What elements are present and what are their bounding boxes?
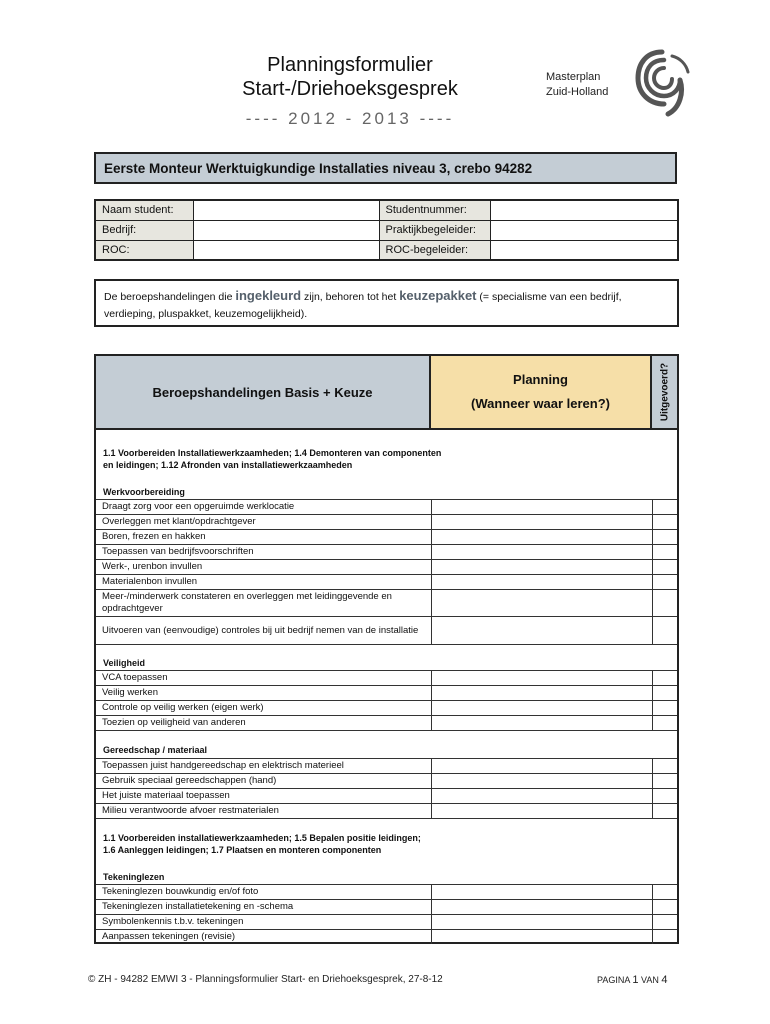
section-2-line-2: 1.6 Aanleggen leidingen; 1.7 Plaatsen en monteren componenten	[103, 845, 382, 855]
planning-cell[interactable]	[431, 701, 653, 715]
row-divider	[96, 818, 677, 819]
roc-supervisor-field[interactable]	[490, 240, 678, 260]
competency-label: Tekeninglezen bouwkundig en/of foto	[102, 886, 259, 897]
uitgevoerd-checkbox[interactable]	[652, 915, 678, 929]
table-row	[96, 685, 677, 700]
competency-label: VCA toepassen	[102, 672, 168, 683]
table-row	[96, 914, 677, 929]
uitgevoerd-checkbox[interactable]	[652, 885, 678, 899]
uitgevoerd-checkbox[interactable]	[652, 930, 678, 944]
table-row	[96, 803, 677, 818]
planning-cell[interactable]	[431, 575, 653, 589]
competency-label: Toezien op veiligheid van anderen	[102, 717, 246, 728]
competency-label: Veilig werken	[102, 687, 158, 698]
explanation-note	[94, 279, 679, 327]
header-beroepshandelingen: Beroepshandelingen Basis + Keuze	[94, 354, 431, 430]
table-row	[96, 514, 677, 529]
uitgevoerd-checkbox[interactable]	[652, 716, 678, 730]
section-2-line-1: 1.1 Voorbereiden installatiewerkzaamheden; 1.5 Bepalen positie leidingen;	[103, 833, 421, 843]
group-veiligheid: Veiligheid	[103, 658, 146, 668]
competency-label: Symbolenkennis t.b.v. tekeningen	[102, 916, 244, 927]
section-1-line-1: 1.1 Voorbereiden Installatiewerkzaamheden; 1.4 Demonteren van componenten	[103, 448, 442, 458]
group-gereedschap: Gereedschap / materiaal	[103, 745, 208, 755]
competency-label: Controle op veilig werken (eigen werk)	[102, 702, 264, 713]
brand-line-1: Masterplan	[546, 71, 601, 83]
header-uitgevoerd	[652, 354, 679, 430]
table-row	[96, 574, 677, 589]
note-highlight: keuzepakket	[399, 288, 477, 303]
table-row	[96, 589, 677, 616]
table-row	[96, 499, 677, 514]
uitgevoerd-checkbox[interactable]	[652, 804, 678, 818]
row-divider	[96, 730, 677, 731]
planning-cell[interactable]	[431, 930, 653, 944]
group-werkvoorbereiding: Werkvoorbereiding	[103, 487, 185, 497]
header-uitgevoerd-label: Uitgevoerd?	[659, 362, 670, 422]
competency-label: Gebruik speciaal gereedschappen (hand)	[102, 775, 277, 786]
page-indicator	[597, 974, 668, 986]
header-planning-subtitle: (Wanneer waar leren?)	[471, 396, 610, 411]
planning-cell[interactable]	[431, 716, 653, 730]
page-number: 1	[632, 974, 639, 986]
brand-line-2: Zuid-Holland	[546, 86, 609, 98]
footer-text: © ZH - 94282 EMWI 3 - Planningsformulier Start- en Driehoeksgesprek, 27-8-12	[88, 974, 443, 985]
planning-cell[interactable]	[431, 671, 653, 685]
planning-cell[interactable]	[431, 789, 653, 803]
uitgevoerd-checkbox[interactable]	[652, 686, 678, 700]
note-text: zijn, behoren tot het	[301, 291, 400, 303]
table-row	[96, 544, 677, 559]
competency-label: Overleggen met klant/opdrachtgever	[102, 516, 256, 527]
page-total: 4	[661, 974, 668, 986]
field-label: Studentnummer:	[379, 200, 490, 220]
competency-label: Draagt zorg voor een opgeruimde werklocatie	[102, 501, 295, 512]
table-row	[95, 200, 678, 220]
course-title: Eerste Monteur Werktuigkundige Installaties niveau 3, crebo 94282	[94, 152, 677, 184]
competency-label: Toepassen van bedrijfsvoorschriften	[102, 546, 254, 557]
uitgevoerd-checkbox[interactable]	[652, 530, 678, 544]
uitgevoerd-checkbox[interactable]	[652, 500, 678, 514]
uitgevoerd-checkbox[interactable]	[652, 900, 678, 914]
table-row	[95, 240, 678, 260]
uitgevoerd-checkbox[interactable]	[652, 759, 678, 773]
planning-cell[interactable]	[431, 759, 653, 773]
uitgevoerd-checkbox[interactable]	[652, 617, 678, 644]
table-row	[96, 715, 677, 730]
planning-cell[interactable]	[431, 915, 653, 929]
field-label: ROC-begeleider:	[379, 240, 490, 260]
planning-cell[interactable]	[431, 500, 653, 514]
uitgevoerd-checkbox[interactable]	[652, 515, 678, 529]
student-info-table	[94, 199, 679, 261]
roc-field[interactable]	[193, 240, 379, 260]
section-1-title	[103, 447, 441, 471]
note-highlight: ingekleurd	[235, 288, 302, 303]
title-line-1: Planningsformulier	[267, 54, 433, 76]
table-row	[96, 670, 677, 685]
field-label: Naam student:	[95, 200, 193, 220]
student-name-field[interactable]	[193, 200, 379, 220]
note-text: (= specialisme van een bedrijf, verdieping, pluspakket, keuzemogelijkheid).	[104, 291, 622, 320]
competency-label: Aanpassen tekeningen (revisie)	[102, 931, 236, 942]
field-label: Praktijkbegeleider:	[379, 220, 490, 240]
competency-label: Toepassen juist handgereedschap en elektrisch materieel	[102, 760, 344, 771]
competency-label: Meer-/minderwerk constateren en overleggen met leidinggevende en opdrachtgever	[102, 591, 392, 614]
planning-cell[interactable]	[431, 774, 653, 788]
header-planning-title: Planning	[513, 372, 568, 387]
planning-cell[interactable]	[431, 900, 653, 914]
page-of-label: VAN	[641, 975, 659, 985]
table-row	[96, 899, 677, 914]
company-field[interactable]	[193, 220, 379, 240]
school-year: ---- 2012 - 2013 ----	[245, 109, 455, 128]
planning-cell[interactable]	[431, 617, 653, 644]
planning-cell[interactable]	[431, 560, 653, 574]
title-line-2: Start-/Driehoeksgesprek	[242, 78, 458, 100]
competency-label: Uitvoeren van (eenvoudige) controles bij uit bedrijf nemen van de installatie	[102, 624, 419, 636]
table-row	[96, 758, 677, 773]
field-label: ROC:	[95, 240, 193, 260]
competency-label: Materialenbon invullen	[102, 576, 198, 587]
uitgevoerd-checkbox[interactable]	[652, 789, 678, 803]
competency-label: Het juiste materiaal toepassen	[102, 790, 230, 801]
student-number-field[interactable]	[490, 200, 678, 220]
table-row	[96, 884, 677, 899]
uitgevoerd-checkbox[interactable]	[652, 774, 678, 788]
table-row	[96, 788, 677, 803]
uitgevoerd-checkbox[interactable]	[652, 701, 678, 715]
masterplan-logo-icon	[632, 46, 692, 118]
row-divider	[96, 644, 677, 645]
competency-label: Werk-, urenbon invullen	[102, 561, 203, 572]
planning-cell[interactable]	[431, 590, 653, 616]
table-row	[95, 220, 678, 240]
competency-label: Boren, frezen en hakken	[102, 531, 206, 542]
planning-cell[interactable]	[431, 515, 653, 529]
table-row	[96, 929, 677, 944]
planning-cell[interactable]	[431, 686, 653, 700]
planning-cell[interactable]	[431, 885, 653, 899]
uitgevoerd-checkbox[interactable]	[652, 590, 678, 616]
table-row	[96, 700, 677, 715]
group-tekeninglezen: Tekeninglezen	[103, 872, 165, 882]
table-row	[96, 616, 677, 644]
section-1-line-2: en leidingen; 1.12 Afronden van installatiewerkzaamheden	[103, 460, 353, 470]
planning-cell[interactable]	[431, 545, 653, 559]
section-2-title	[103, 832, 421, 856]
field-label: Bedrijf:	[95, 220, 193, 240]
table-row	[96, 529, 677, 544]
uitgevoerd-checkbox[interactable]	[652, 545, 678, 559]
uitgevoerd-checkbox[interactable]	[652, 671, 678, 685]
page-label: PAGINA	[597, 975, 630, 985]
document-title	[180, 53, 520, 101]
table-row	[96, 773, 677, 788]
planning-cell[interactable]	[431, 804, 653, 818]
uitgevoerd-checkbox[interactable]	[652, 575, 678, 589]
competency-label: Tekeninglezen installatietekening en -schema	[102, 901, 294, 912]
header-planning	[431, 354, 652, 430]
practice-supervisor-field[interactable]	[490, 220, 678, 240]
uitgevoerd-checkbox[interactable]	[652, 560, 678, 574]
table-row	[96, 559, 677, 574]
competency-label: Milieu verantwoorde afvoer restmaterialen	[102, 805, 279, 816]
planning-cell[interactable]	[431, 530, 653, 544]
note-text: De beroepshandelingen die	[104, 291, 236, 303]
